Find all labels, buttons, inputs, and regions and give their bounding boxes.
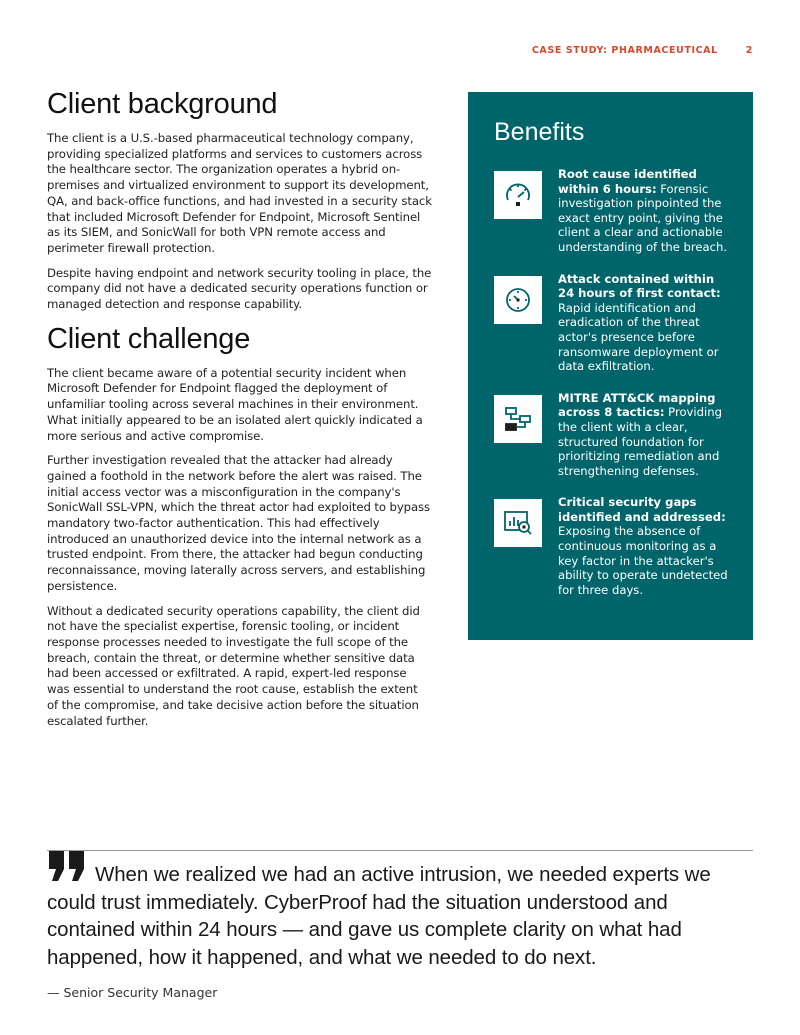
benefit-item [494,495,729,597]
quote-text: When we realized we had an active intrusion, we needed experts we could trust immediately. CyberProof had the situation understood and contained within 24 hours — and gave us complete clarity on what had happened, how it happened, and what we needed to do next. [47,863,711,969]
benefit-title: Critical security gaps identified and addressed: [558,495,726,524]
case-study-label: CASE STUDY: PHARMACEUTICAL [531,45,718,56]
benefit-item [494,167,729,255]
flowchart-icon [494,395,542,443]
background-paragraph: The client is a U.S.-based pharmaceutical technology company, providing specialized platforms and services to customers across the healthcare sector. The organization operates a hybrid on-premises and virtualized environment to support its development, QA, and back-office functions, and had invested in a security stack that included Microsoft Defender for Endpoint, Microsoft Sentinel as its SIEM, and SonicWall for both VPN remote access and perimeter firewall protection. [47,131,432,255]
chart-magnifier-icon [494,499,542,547]
benefit-text: Rapid identification and eradication of the threat actor's presence before ransomware deployment or data exfiltration. [558,300,719,374]
benefit-title: Root cause identified within 6 hours: [558,167,697,196]
benefit-text: Forensic investigation pinpointed the exact entry point, giving the client a clear and actionable understanding of the breach. [558,181,728,254]
challenge-paragraph: Without a dedicated security operations capability, the client did not have the specialist expertise, forensic tooling, or incident response processes needed to investigate the full scope of the breach, contain the threat, or determine whether sensitive data had been accessed or exfiltrated. A rapid, expert-led response was essential to understand the root cause, establish the extent of the compromise, and take decisive action before the situation escalated further. [47,603,420,728]
benefit-item [494,272,729,374]
clock-icon [494,276,542,324]
client-background-heading: Client background [47,88,278,120]
benefit-text: Providing the client with a clear, structured foundation for prioritizing remediation and strengthening defenses. [558,405,722,478]
benefits-heading: Benefits [494,118,585,146]
testimonial-quote [47,850,753,1000]
speedometer-icon [494,171,542,219]
benefit-title: Attack contained within 24 hours of first contact: [558,271,721,301]
page-header [532,45,753,56]
page-number: 2 [745,45,753,56]
benefit-title: MITRE ATT&CK mapping across 8 tactics: [558,390,716,420]
challenge-paragraph: The client became aware of a potential security incident when Microsoft Defender for Endpoint flagged the deployment of unfamiliar tooling across several machines in their environment. What initially appeared to be an isolated alert quickly indicated a more serious and active compromise. [47,365,423,443]
client-challenge-heading: Client challenge [47,322,251,355]
benefit-text: Exposing the absence of continuous monitoring as a key factor in the attacker's ability to operate undetected for three days. [558,524,728,597]
benefit-item [494,391,729,479]
main-column [47,88,432,738]
background-paragraph: Despite having endpoint and network security tooling in place, the company did not have a dedicated security operations function or managed detection and response capability. [47,265,432,312]
benefits-panel [468,92,753,640]
quote-mark-icon [47,851,89,885]
quote-attribution: — Senior Security Manager [47,985,218,1000]
challenge-paragraph: Further investigation revealed that the attacker had already gained a foothold in the network before the alert was raised. The initial access vector was a misconfiguration in the company's SonicWall SSL-VPN, which the threat actor had exploited to bypass mandatory two-factor authentication. This had effectively introduced an unauthorized device into the internal network as a trusted endpoint. From there, the attacker had begun conducting reconnaissance, moving laterally across servers, and establishing persistence. [47,453,431,593]
